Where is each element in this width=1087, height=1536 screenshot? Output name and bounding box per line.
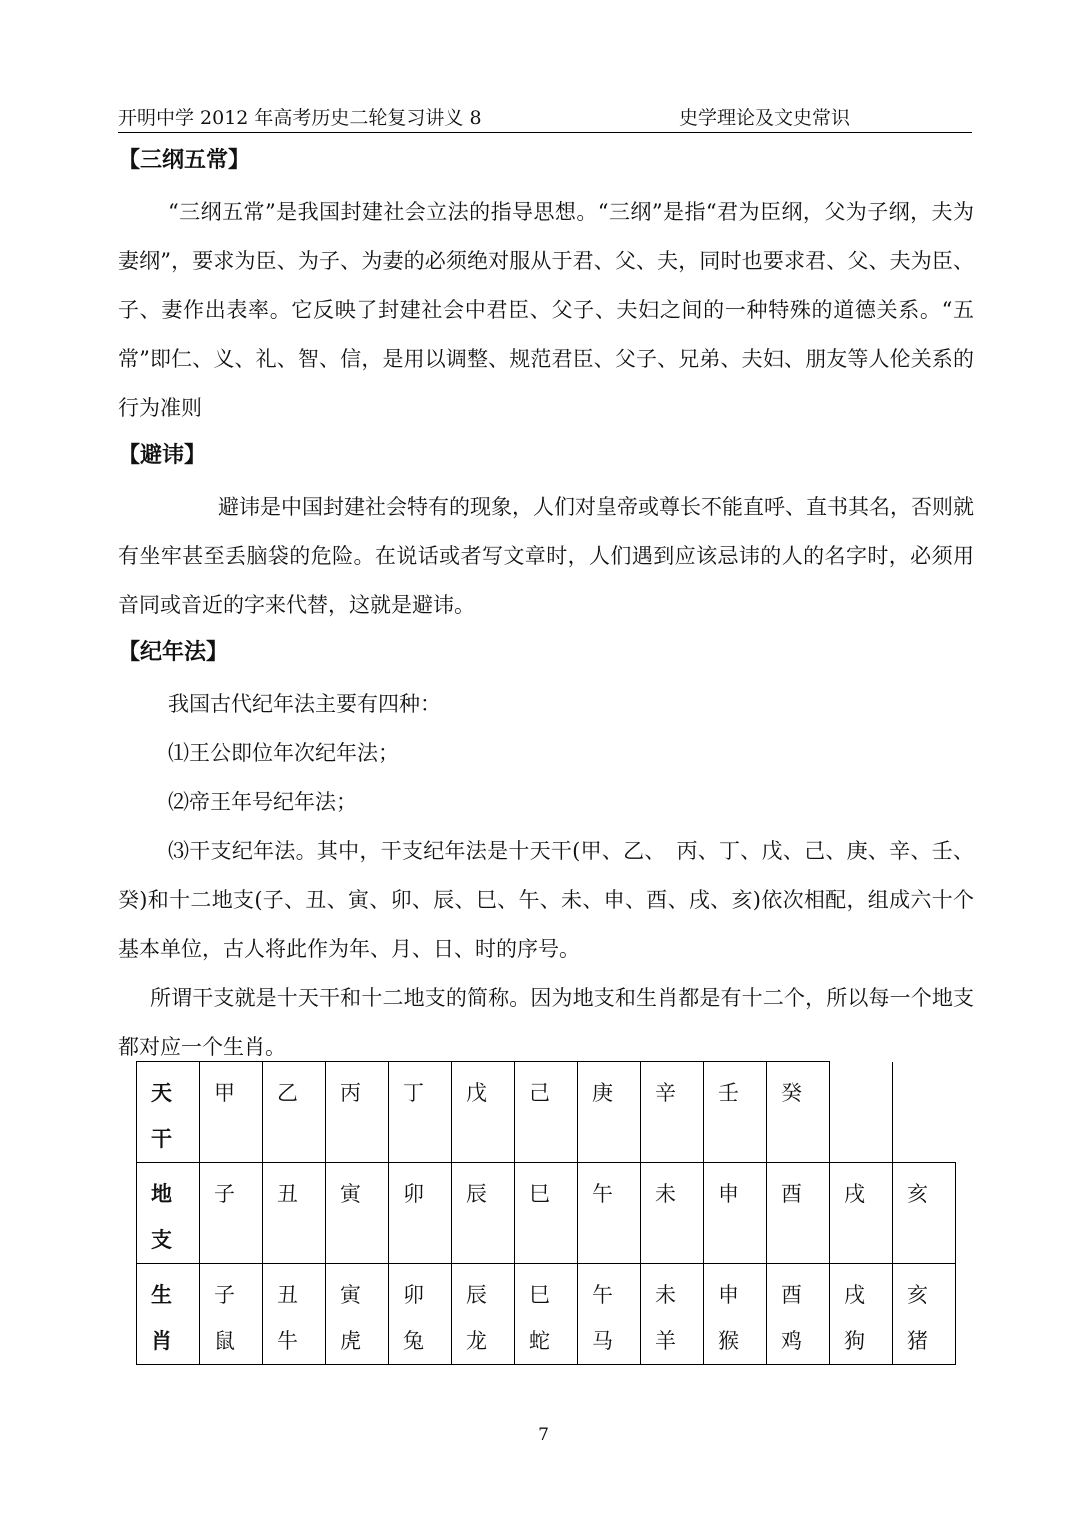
table-cell: 寅 — [326, 1163, 389, 1264]
table-cell: 戌 狗 — [830, 1264, 893, 1365]
header-subtitle: 史学理论及文史常识 — [679, 107, 851, 129]
table-cell: 丑 牛 — [263, 1264, 326, 1365]
table-cell: 丙 — [326, 1062, 389, 1163]
table-cell: 未 — [641, 1163, 704, 1264]
table-cell: 辛 — [641, 1062, 704, 1163]
table-cell: 子 — [200, 1163, 263, 1264]
table-cell: 乙 — [263, 1062, 326, 1163]
jinianfa-note: 所谓干支就是十天干和十二地支的简称。因为地支和生肖都是有十二个，所以每一个地支都对应一个生肖。 — [118, 986, 974, 1059]
table-cell: 亥 猪 — [893, 1264, 956, 1365]
table-cell: 戌 — [830, 1163, 893, 1264]
section-body-sangang: “三纲五常”是我国封建社会立法的指导思想。“三纲”是指“君为臣纲，父为子纲，夫为妻纲”，要求为臣、为子、为妻的必须绝对服从于君、父、夫，同时也要求君、父、夫为臣、子、妻作出表率。它反映了封建社会中君臣、父子、夫妇之间的一种特殊的道德关系。“五常”即仁、义、礼、智、信，是用以调整、规范君臣、父子、兄弟、夫妇、朋友等人伦关系的行为准则 — [118, 200, 974, 420]
header-title: 开明中学 2012 年高考历史二轮复习讲义 8 — [118, 107, 482, 129]
table-cell: 午 马 — [578, 1264, 641, 1365]
document-body — [118, 138, 974, 1072]
table-row-shengxiao — [137, 1264, 956, 1365]
page-number: 7 — [538, 1425, 549, 1445]
table-cell: 卯 兔 — [389, 1264, 452, 1365]
table-cell: 子 鼠 — [200, 1264, 263, 1365]
table-cell: 酉 鸡 — [767, 1264, 830, 1365]
table-cell: 申 猴 — [704, 1264, 767, 1365]
section-heading-sangang: 【三纲五常】 — [118, 147, 251, 173]
table-cell: 巳 蛇 — [515, 1264, 578, 1365]
table-cell: 己 — [515, 1062, 578, 1163]
table-cell: 午 — [578, 1163, 641, 1264]
jinianfa-intro: 我国古代纪年法主要有四种： — [168, 692, 441, 716]
jinianfa-item-2: ⑵帝王年号纪年法； — [168, 790, 357, 814]
table-cell-empty — [893, 1062, 956, 1163]
page-header — [118, 104, 972, 133]
section-heading-bihui: 【避讳】 — [118, 442, 207, 468]
table-row-dizhi — [137, 1163, 956, 1264]
table-cell: 辰 龙 — [452, 1264, 515, 1365]
table-cell: 甲 — [200, 1062, 263, 1163]
table-cell: 辰 — [452, 1163, 515, 1264]
table-cell: 申 — [704, 1163, 767, 1264]
section-body-bihui: 避讳是中国封建社会特有的现象，人们对皇帝或尊长不能直呼、直书其名，否则就有坐牢甚至丢脑袋的危险。在说话或者写文章时，人们遇到应该忌讳的人的名字时，必须用音同或音近的字来代替，这就是避讳。 — [118, 495, 974, 617]
table-cell: 亥 — [893, 1163, 956, 1264]
table-cell: 寅 虎 — [326, 1264, 389, 1365]
table-cell-empty — [830, 1062, 893, 1163]
table-cell: 未 羊 — [641, 1264, 704, 1365]
section-heading-jinianfa: 【纪年法】 — [118, 639, 229, 665]
row-header-tiangan: 天 干 — [137, 1062, 200, 1163]
table-cell: 癸 — [767, 1062, 830, 1163]
table-cell: 酉 — [767, 1163, 830, 1264]
jinianfa-item-1: ⑴王公即位年次纪年法； — [168, 741, 399, 765]
ganzhi-table — [136, 1061, 956, 1365]
table-cell: 丁 — [389, 1062, 452, 1163]
jinianfa-item-3: ⑶干支纪年法。其中，干支纪年法是十天干(甲、乙、 丙、丁、戊、己、庚、辛、壬、癸)和十二地支(子、丑、寅、卯、辰、巳、午、未、申、酉、戌、亥)依次相配，组成六十个基本单位，古人将此作为年、月、日、时的序号。 — [118, 839, 974, 961]
table-cell: 庚 — [578, 1062, 641, 1163]
table-cell: 卯 — [389, 1163, 452, 1264]
row-header-dizhi: 地 支 — [137, 1163, 200, 1264]
table-cell: 戊 — [452, 1062, 515, 1163]
row-header-shengxiao: 生 肖 — [137, 1264, 200, 1365]
table-cell: 巳 — [515, 1163, 578, 1264]
table-row-tiangan — [137, 1062, 956, 1163]
table-cell: 丑 — [263, 1163, 326, 1264]
table-cell: 壬 — [704, 1062, 767, 1163]
